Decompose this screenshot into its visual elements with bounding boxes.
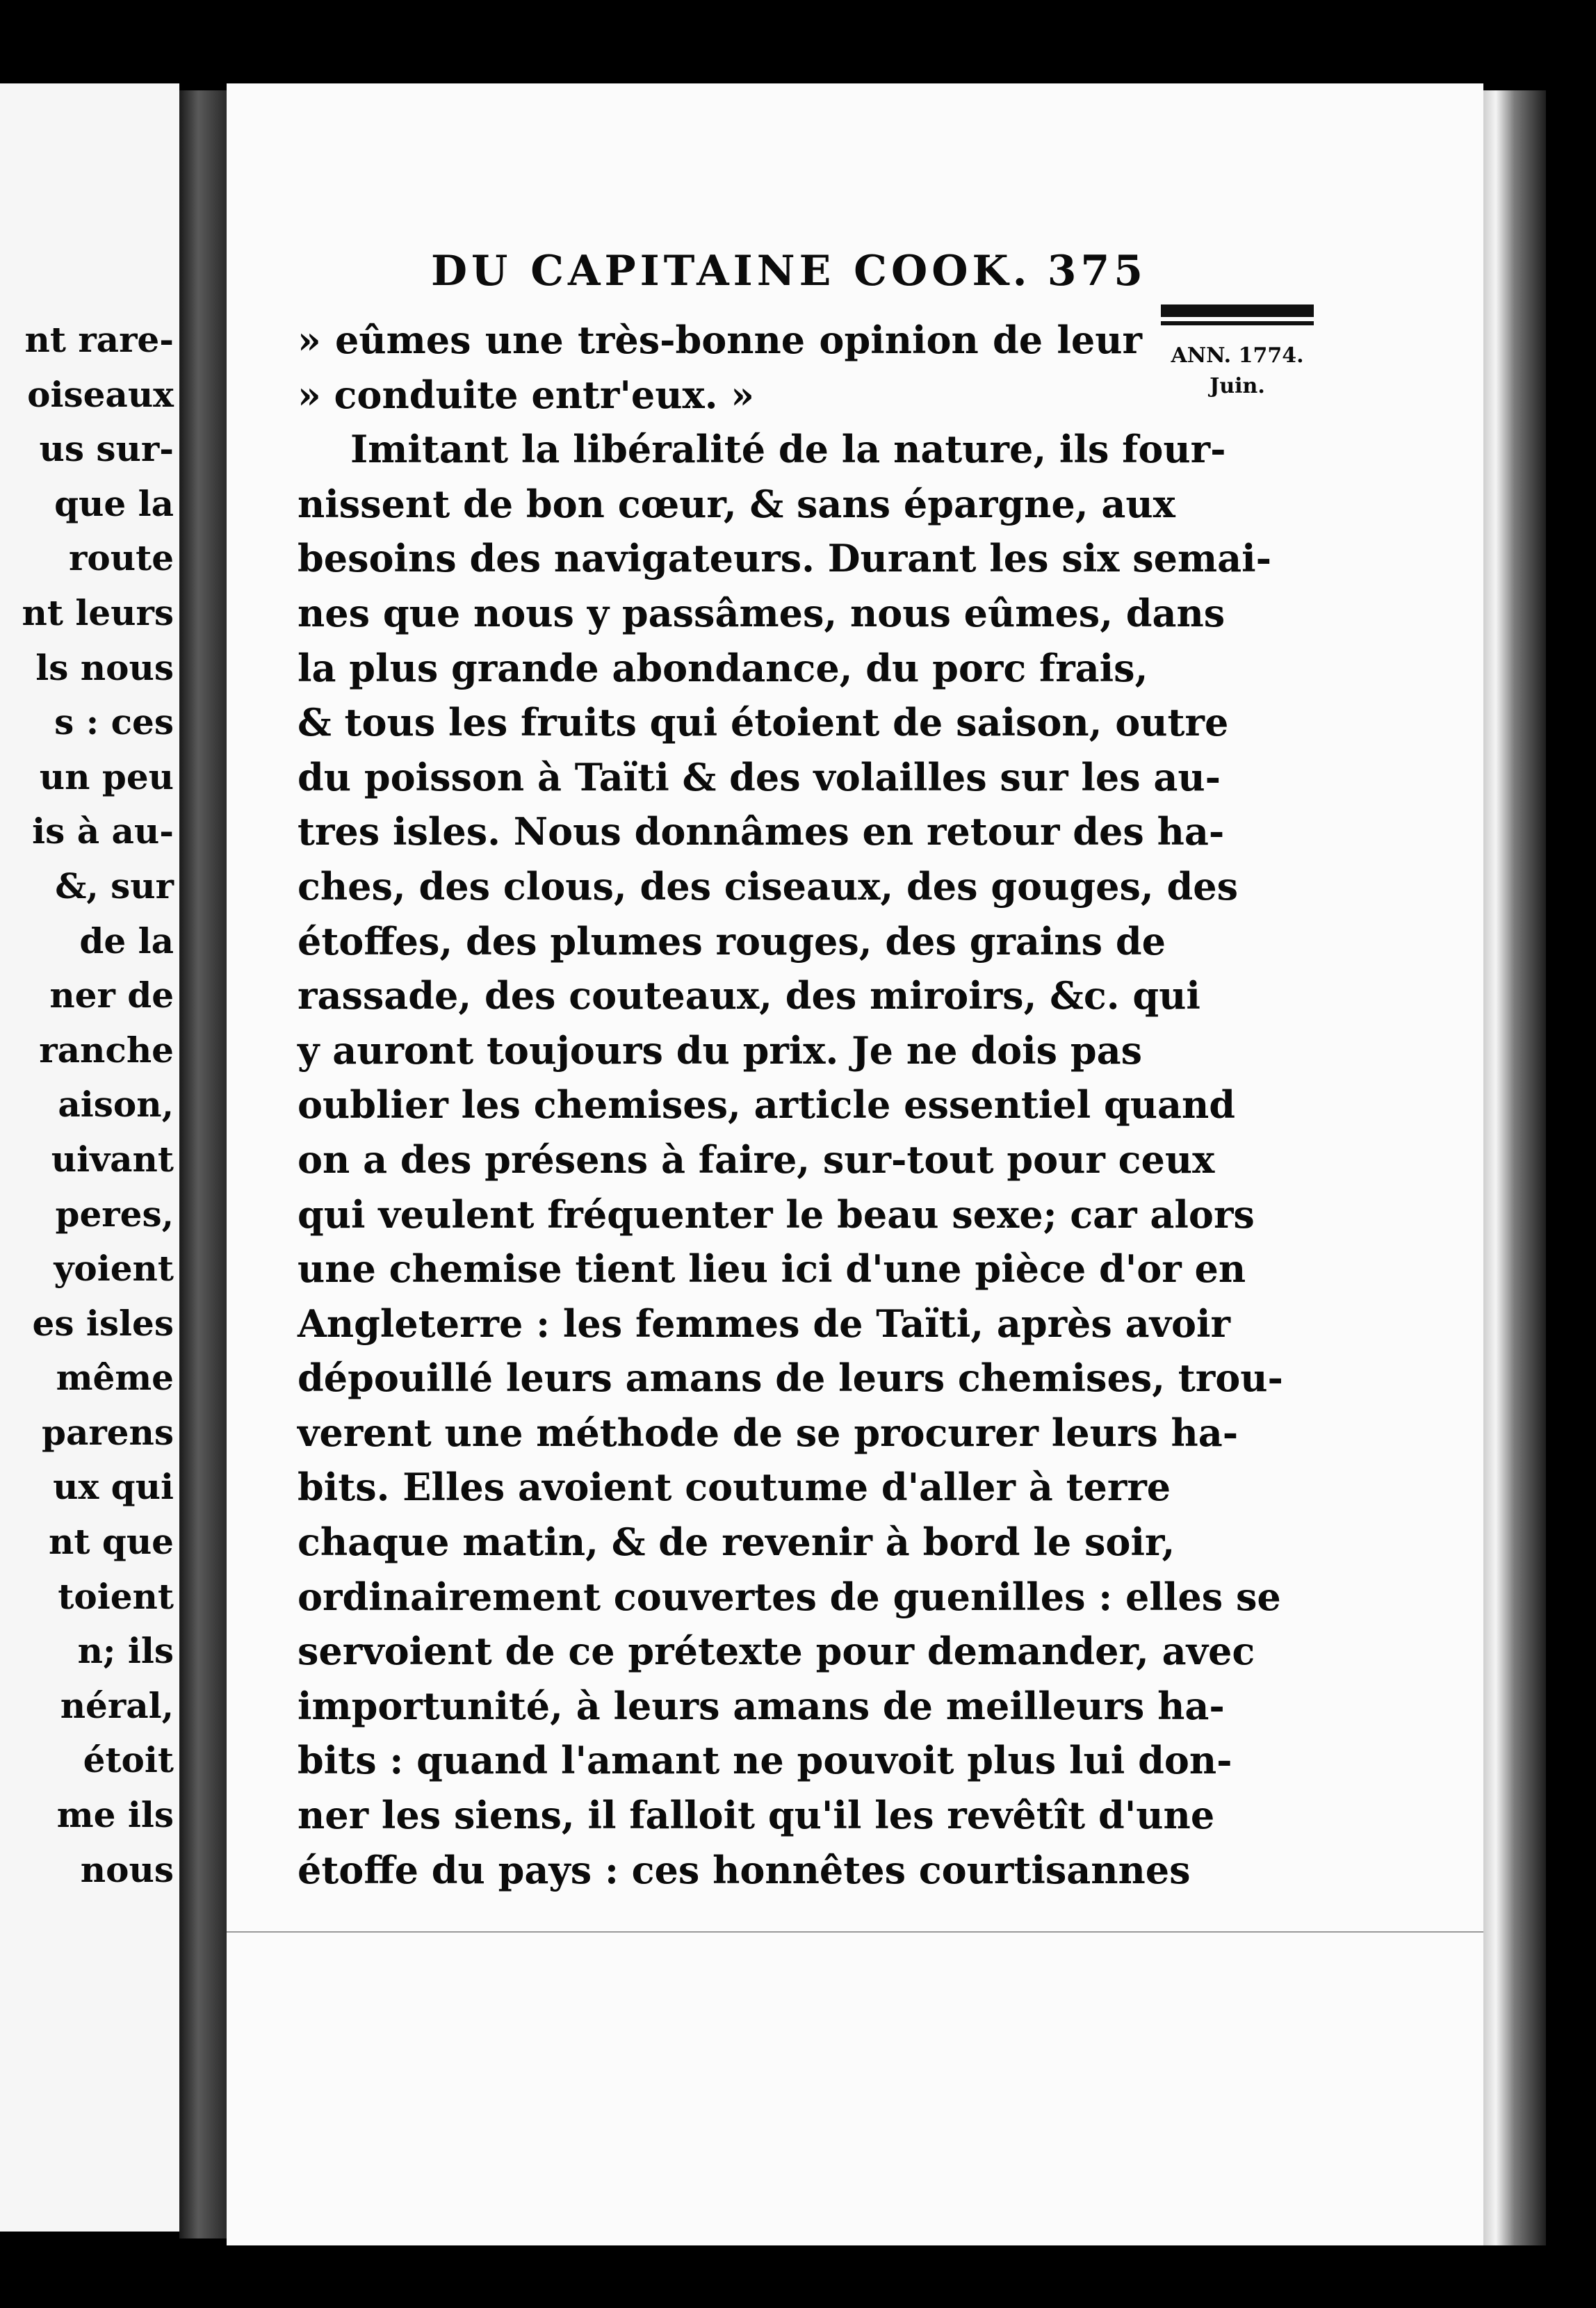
left-page-line: ranche [39, 1029, 174, 1071]
body-line: oublier les chemises, article essentiel quand [298, 1082, 1236, 1128]
running-title: DU CAPITAINE COOK. [431, 247, 1032, 295]
left-page-line: peres, [55, 1193, 174, 1235]
page-number: 375 [1047, 247, 1147, 295]
left-page-line: nt que [49, 1521, 174, 1563]
body-line: dépouillé leurs amans de leurs chemises, trou- [298, 1356, 1283, 1401]
left-page-line: s : ces [54, 701, 174, 743]
body-line: rassade, des couteaux, des miroirs, &c. qui [298, 973, 1200, 1018]
body-line: nissent de bon cœur, & sans épargne, aux [298, 481, 1175, 526]
margin-note [1154, 341, 1321, 402]
left-page-line: nt rare- [24, 319, 174, 360]
left-page [0, 83, 179, 2232]
left-page-line: aison, [58, 1084, 174, 1125]
left-page-line: &, sur [55, 865, 174, 907]
body-line: Angleterre : les femmes de Taïti, après avoir [298, 1301, 1230, 1346]
header-rule-thin [1161, 321, 1314, 325]
body-line: y auront toujours du prix. Je ne dois pas [298, 1027, 1142, 1073]
body-line: verent une méthode de se procurer leurs ha- [298, 1410, 1239, 1455]
body-line: étoffe du pays : ces honnêtes courtisannes [298, 1847, 1191, 1892]
body-line: la plus grande abondance, du porc frais, [298, 645, 1148, 690]
header-rule [1161, 304, 1314, 317]
body-line: Imitant la libéralité de la nature, ils four- [350, 427, 1226, 472]
body-line: servoient de ce prétexte pour demander, avec [298, 1629, 1255, 1674]
body-line: du poisson à Taïti & des volailles sur les au- [298, 754, 1221, 799]
left-page-line: même [56, 1357, 174, 1399]
book-gutter [179, 90, 227, 2238]
body-line: ordinairement couvertes de guenilles : elles se [298, 1574, 1281, 1619]
body-line: & tous les fruits qui étoient de saison, outre [298, 700, 1229, 745]
body-line: une chemise tient lieu ici d'une pièce d'or en [298, 1246, 1246, 1292]
body-line: ner les siens, il falloit qu'il les revêtît d'une [298, 1793, 1215, 1838]
left-page-line: toient [58, 1575, 174, 1617]
left-page-line: yoient [54, 1248, 174, 1290]
page-edge-shadow [1483, 90, 1546, 2245]
margin-note-year: ANN. 1774. [1171, 343, 1304, 368]
left-page-line: néral, [60, 1684, 174, 1726]
left-page-line: n; ils [77, 1630, 174, 1672]
left-page-line: que la [54, 482, 174, 524]
left-page-line: ux qui [53, 1466, 174, 1508]
left-page-line: us sur- [39, 428, 174, 470]
body-line: bits : quand l'amant ne pouvoit plus lui don- [298, 1738, 1232, 1783]
left-page-line: uivant [51, 1138, 174, 1180]
page-bottom-line [227, 1931, 1483, 1933]
body-line: on a des présens à faire, sur-tout pour ceux [298, 1137, 1215, 1182]
body-line: besoins des navigateurs. Durant les six semai- [298, 536, 1272, 581]
left-page-text [22, 313, 174, 1897]
left-page-line: ls nous [35, 647, 174, 688]
left-page-line: parens [41, 1411, 174, 1453]
running-header [431, 247, 1147, 302]
left-page-line: de la [79, 920, 174, 961]
body-line: chaque matin, & de revenir à bord le soir, [298, 1520, 1175, 1565]
left-page-line: étoit [83, 1739, 174, 1781]
body-line: bits. Elles avoient coutume d'aller à terre [298, 1465, 1171, 1510]
left-page-line: un peu [39, 756, 174, 797]
left-page-line: es isles [32, 1302, 174, 1344]
body-line: importunité, à leurs amans de meilleurs ha- [298, 1683, 1225, 1728]
left-page-line: nous [80, 1848, 174, 1890]
body-line: tres isles. Nous donnâmes en retour des ha- [298, 809, 1225, 854]
margin-note-month: Juin. [1210, 374, 1265, 398]
left-page-line: nt leurs [22, 592, 174, 633]
left-page-line: ner de [49, 975, 174, 1016]
left-page-line: is à au- [32, 811, 174, 852]
body-line: nes que nous y passâmes, nous eûmes, dans [298, 590, 1226, 635]
body-line: étoffes, des plumes rouges, des grains de [298, 918, 1166, 964]
left-page-line: oiseaux [27, 373, 174, 415]
left-page-line: route [69, 537, 174, 579]
body-line: ches, des clous, des ciseaux, des gouges, des [298, 863, 1238, 909]
body-line: » eûmes une très-bonne opinion de leur [298, 318, 1142, 362]
left-page-line: me ils [56, 1794, 174, 1836]
body-line: » conduite entr'eux. » [298, 372, 755, 417]
body-line: qui veulent fréquenter le beau sexe; car alors [298, 1192, 1255, 1237]
